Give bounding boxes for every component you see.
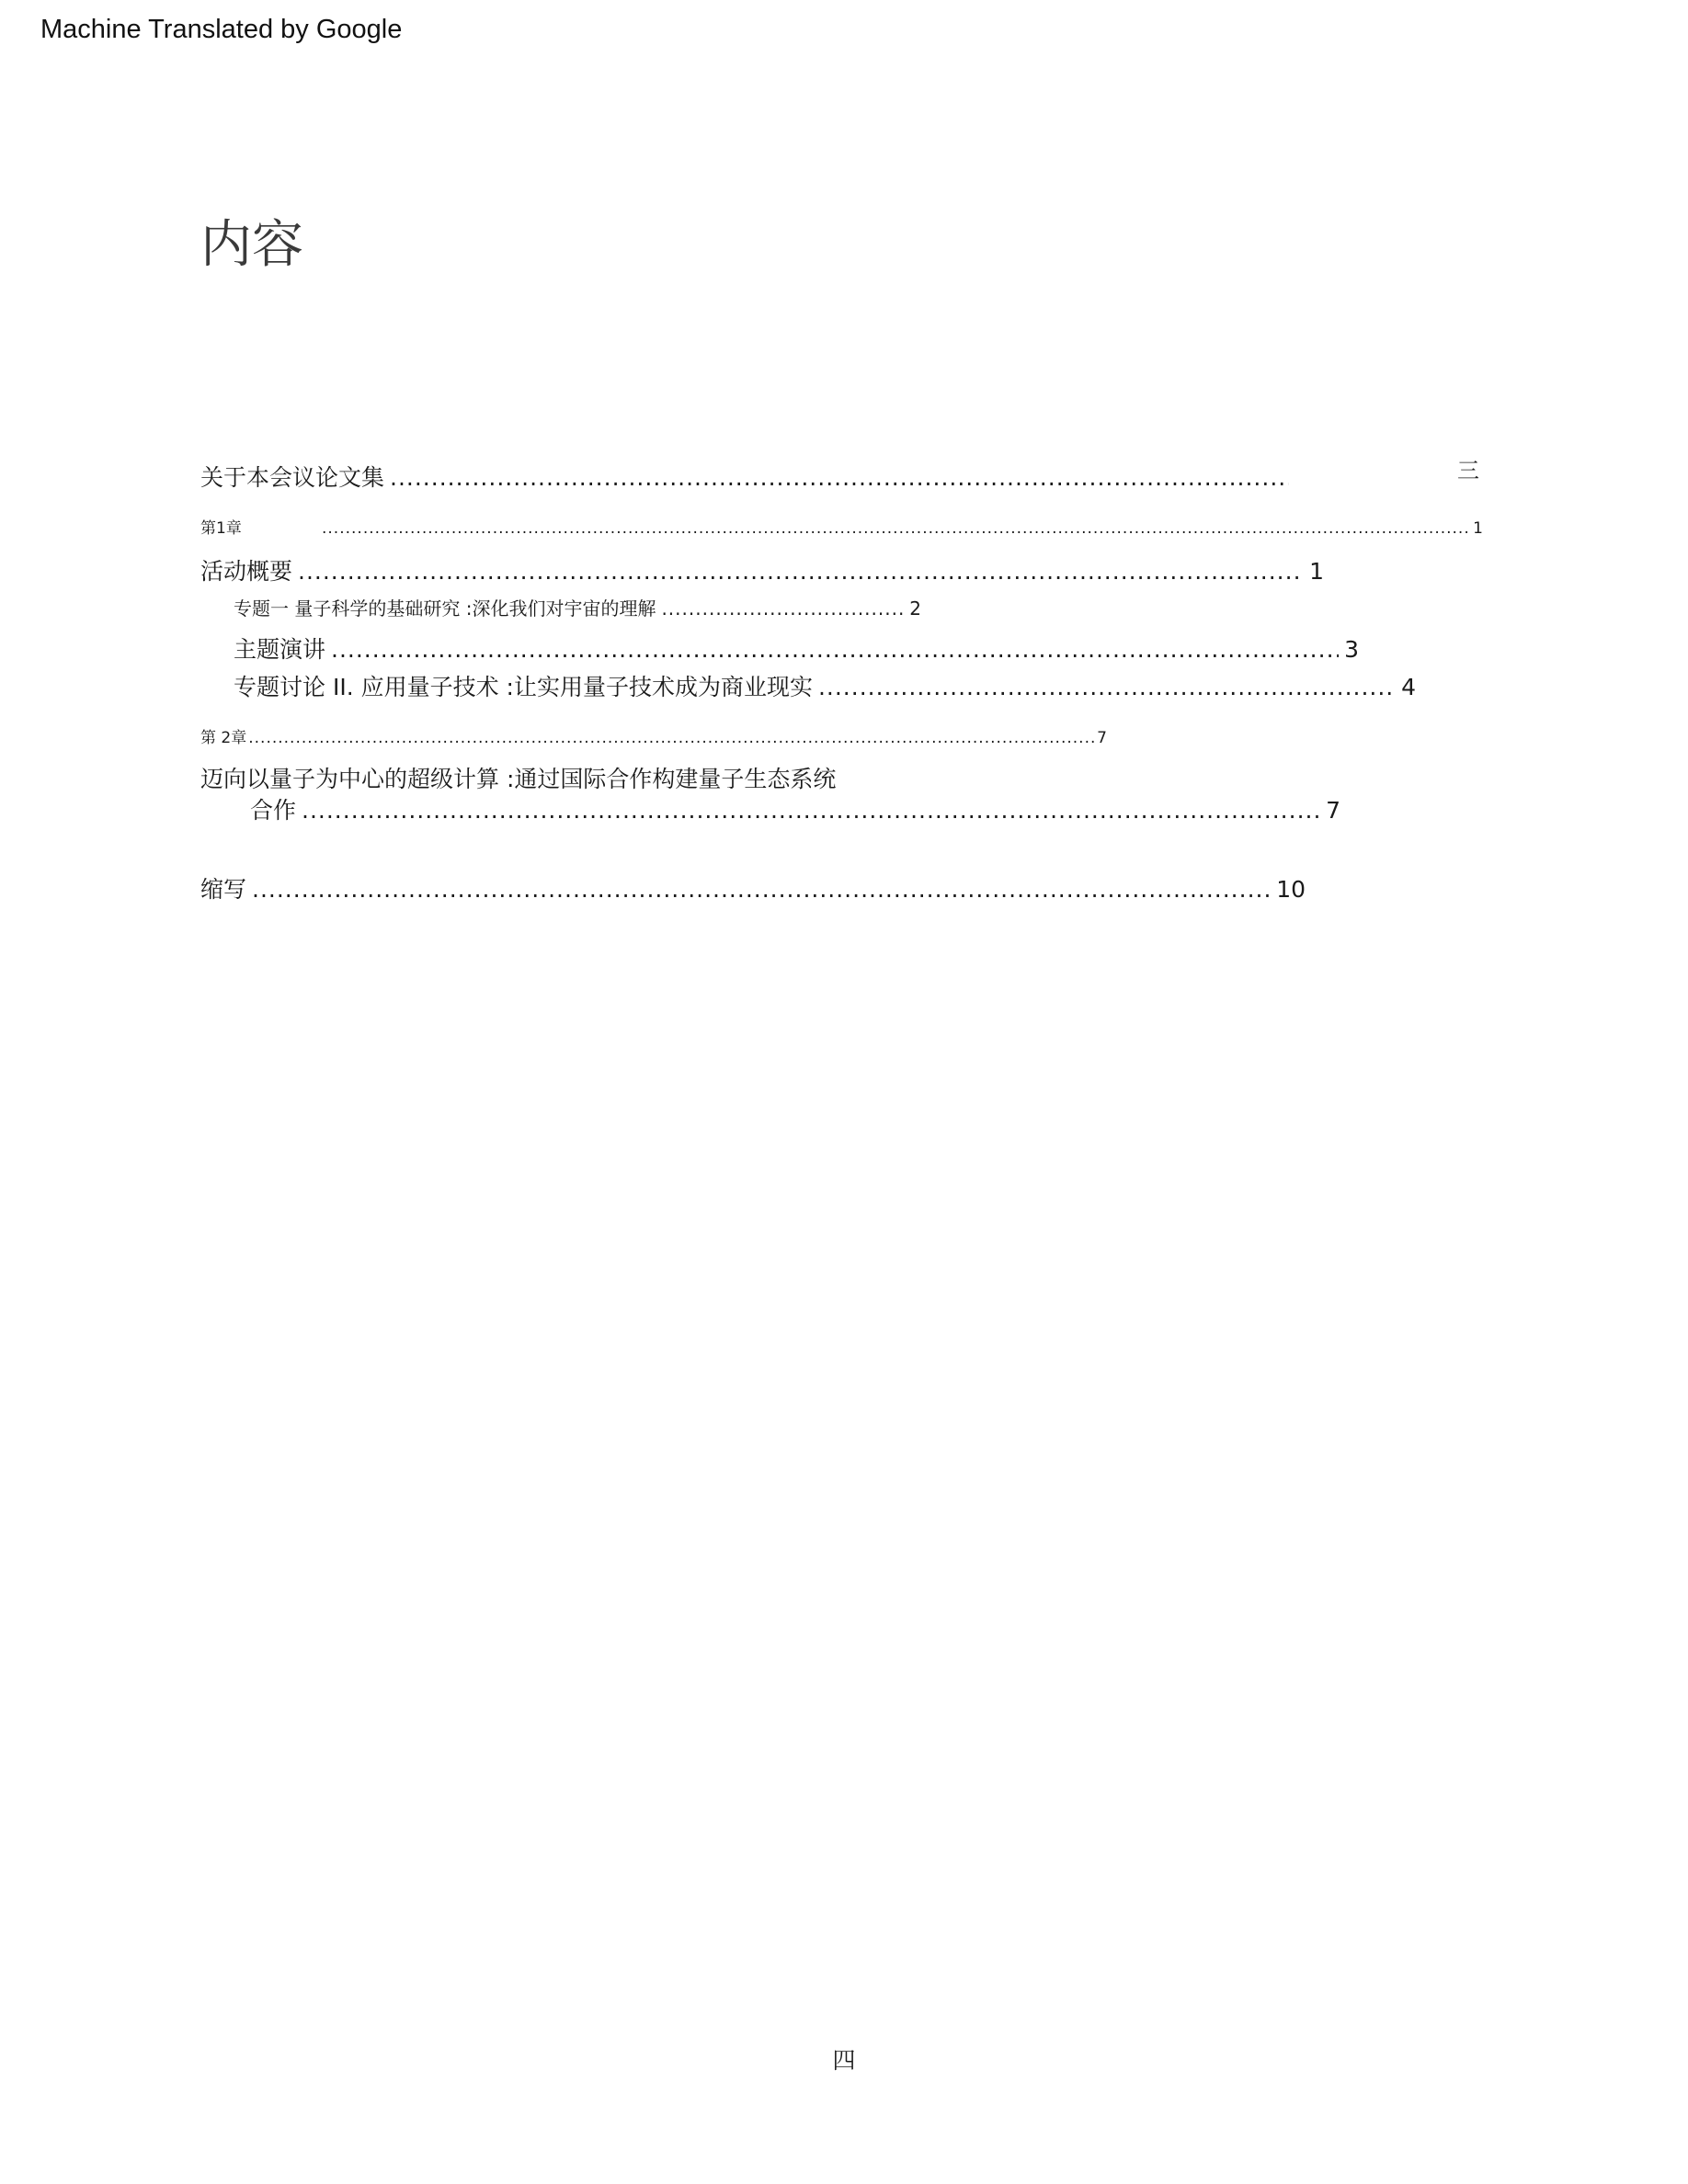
toc-leader-dots xyxy=(818,674,1396,700)
toc-page-number: 3 xyxy=(1344,636,1359,663)
toc-entry-topic-1[interactable] xyxy=(234,594,921,620)
toc-entry-quantum-hpc[interactable] xyxy=(250,792,1340,825)
toc-entry-label: 活动概要 xyxy=(200,558,293,585)
toc-leader-dots xyxy=(252,876,1271,903)
toc-entry-label: 第 2章 xyxy=(200,729,247,747)
toc-leader-dots xyxy=(298,558,1304,585)
toc-leader-dots xyxy=(322,519,1467,538)
page-title: 内容 xyxy=(200,215,303,275)
toc-page-number: 10 xyxy=(1276,876,1306,903)
toc-entry-label: 关于本会议论文集 xyxy=(200,464,385,491)
toc-page-number: 1 xyxy=(1309,558,1324,585)
toc-entry-abbreviations[interactable] xyxy=(200,871,1306,904)
toc-page-number: 7 xyxy=(1097,729,1107,747)
toc-page-number: 1 xyxy=(1473,519,1483,538)
machine-translation-banner: Machine Translated by Google xyxy=(40,15,403,44)
toc-entry-chapter-2[interactable] xyxy=(200,724,1107,747)
toc-entry-topic-2[interactable] xyxy=(234,669,1416,702)
toc-page-number: 三 xyxy=(1457,458,1479,483)
toc-entry-quantum-hpc-line1[interactable]: 迈向以量子为中心的超级计算 :通过国际合作构建量子生态系统 xyxy=(200,766,837,792)
toc-entry-about[interactable] xyxy=(200,460,1295,493)
toc-page-number: 7 xyxy=(1326,797,1340,824)
page-number-footer: 四 xyxy=(832,2047,856,2074)
toc-entry-label: 合作 xyxy=(250,797,297,824)
toc-entry-event-overview[interactable] xyxy=(200,553,1324,586)
toc-entry-label: 专题讨论 II. 应用量子技术 :让实用量子技术成为商业现实 xyxy=(234,674,813,700)
toc-leader-dots xyxy=(331,636,1339,663)
toc-entry-label: 主题演讲 xyxy=(234,636,326,663)
toc-entry-label: 专题一 量子科学的基础研究 :深化我们对宇宙的理解 xyxy=(234,597,656,620)
toc-entry-chapter-1[interactable] xyxy=(200,515,1483,538)
toc-leader-dots xyxy=(390,464,1289,491)
toc-entry-label: 缩写 xyxy=(200,876,247,903)
toc-page-number: 2 xyxy=(909,597,921,620)
toc-leader-dots xyxy=(248,729,1095,747)
toc-entry-keynote[interactable] xyxy=(234,631,1359,665)
toc-entry-label: 第1章 xyxy=(200,519,242,538)
toc-leader-dots xyxy=(302,797,1320,824)
toc-leader-dots xyxy=(661,597,904,620)
toc-page-number: 4 xyxy=(1401,674,1416,700)
